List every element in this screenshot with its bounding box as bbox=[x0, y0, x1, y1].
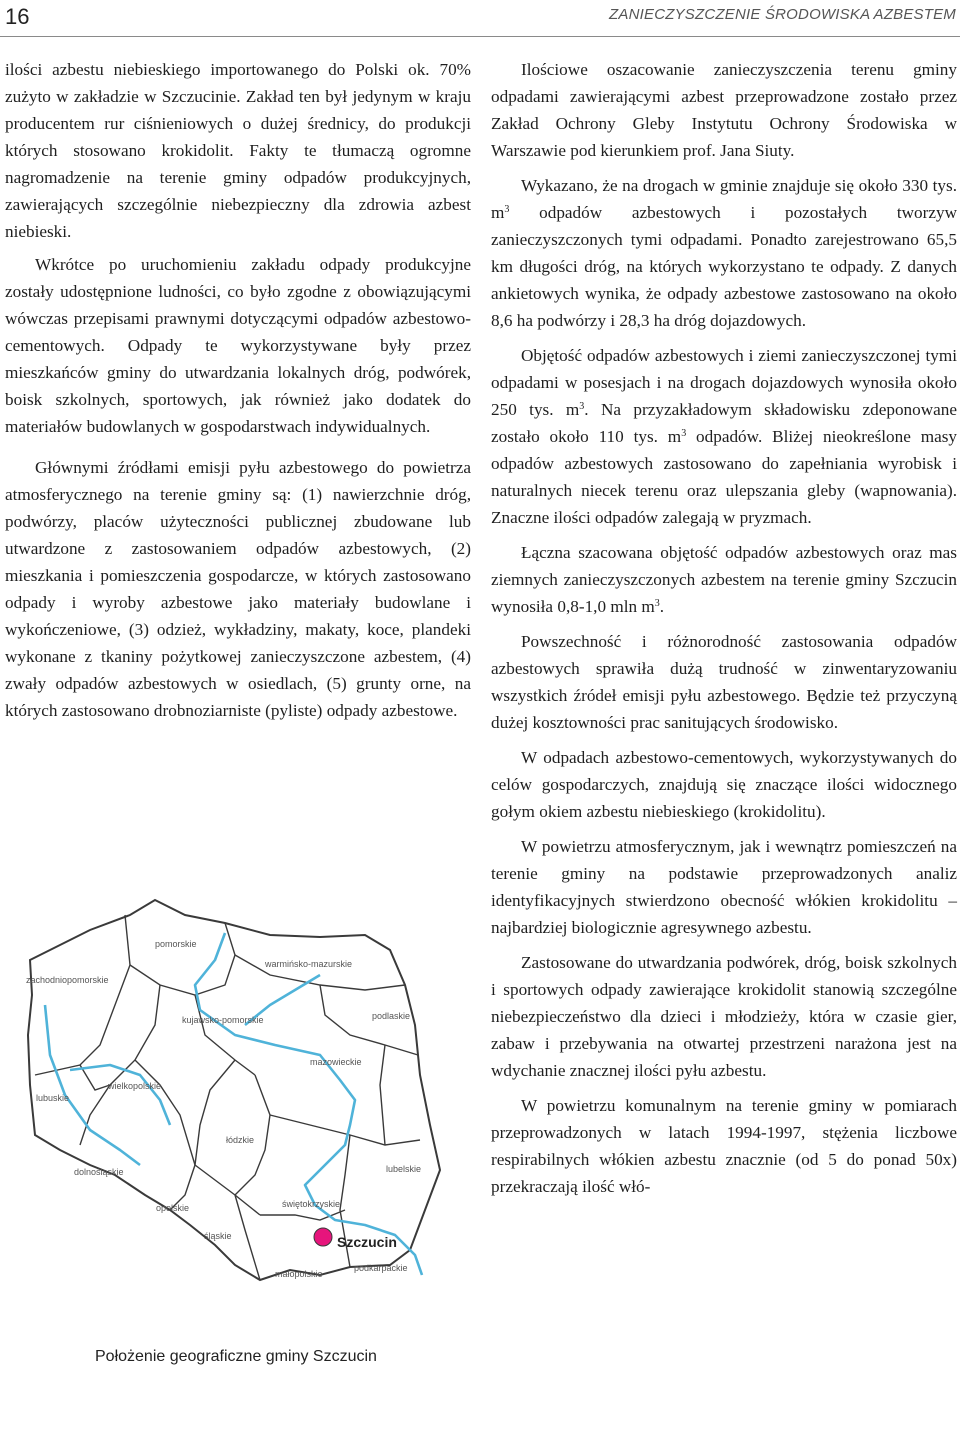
vistula-river bbox=[195, 933, 422, 1275]
label-zachodniopomorskie: zachodniopomorskie bbox=[26, 975, 109, 985]
right-paragraph-3 bbox=[491, 342, 957, 531]
label-swietokrzyskie: świętokrzyskie bbox=[282, 1199, 341, 1209]
poland-map-svg bbox=[20, 875, 450, 1345]
superscript: 3 bbox=[579, 401, 585, 412]
left-paragraph-1: ilości azbestu niebieskiego importowanego do Polski ok. 70% zużyto w zakładzie w Szczucinie. Zakład ten był jedynym w kraju producentem rur ciśnieniowych o dużej średnicy, do produkcji których stosowano krokidolit. Fakty te tłumaczą ogromne nagromadzenie na terenie gminy odpadów produkcyjnych, zawierających szczególnie niebezpieczny dla zdrowia azbest niebieski. bbox=[5, 60, 471, 241]
label-malopolskie: małopolskie bbox=[275, 1269, 323, 1279]
right-paragraph-9: W powietrzu komunalnym na terenie gminy w pomiarach przeprowadzonych w latach 1994-1997, stężenia liczbowe respirabilnych włókien azbestu znacznie (od 5 do ponad 50x) przekraczają ilość włó- bbox=[491, 1096, 957, 1196]
poland-map bbox=[20, 875, 450, 1305]
right-column bbox=[491, 56, 957, 1200]
label-mazowieckie: mazowieckie bbox=[310, 1057, 362, 1067]
map-caption: Położenie geograficzne gminy Szczucin bbox=[95, 1348, 377, 1365]
right-paragraph-1: Ilościowe oszacowanie zanieczyszczenia terenu gminy odpadami zawierającymi azbest przeprowadzone zostało przez Zakład Ochrony Gleby Instytutu Ochrony Środowiska w Warszawie pod kierunkiem prof. Jana Siuty. bbox=[491, 60, 957, 160]
label-podkarpackie: podkarpackie bbox=[354, 1263, 408, 1273]
label-lubelskie: lubelskie bbox=[386, 1164, 422, 1174]
left-column bbox=[5, 56, 471, 724]
right-paragraph-6: W odpadach azbestowo-cementowych, wykorzystywanych do celów gospodarczych, znajdują się znaczące ilości widocznego gołym okiem azbestu niebieskiego (krokidolitu). bbox=[491, 748, 957, 821]
superscript: 3 bbox=[681, 428, 687, 439]
right-paragraph-5: Powszechność i różnorodność zastosowania odpadów azbestowych sprawiła dużą trudność w zinwentaryzowaniu wszystkich źródeł emisji pyłu azbestowego. Będzie też przyczyną dużej kosztowności prac sanitujących środowisko. bbox=[491, 632, 957, 732]
label-dolnoslaskie: dolnośląskie bbox=[74, 1167, 124, 1177]
page-number: 16 bbox=[5, 4, 30, 29]
right-paragraph-4-text-b: . bbox=[659, 597, 665, 616]
label-opolskie: opolskie bbox=[156, 1203, 190, 1213]
label-podlaskie: podlaskie bbox=[372, 1011, 411, 1021]
label-kujawsko-pomorskie: kujawsko-pomorskie bbox=[182, 1015, 264, 1025]
szczucin-marker bbox=[314, 1228, 332, 1246]
label-wielkopolskie: wielkopolskie bbox=[108, 1081, 162, 1091]
right-paragraph-2-text-b: odpadów azbestowych i pozostałych tworzyw zanieczyszczonych tymi odpadami. Ponadto zarejestrowano 65,5 km długości dróg, na których wykorzystano te odpady. Z danych ankietowych wynika, że odpady azbestowe zastosowano na około 8,6 ha podwórzy i 28,3 ha dróg dojazdowych. bbox=[491, 203, 957, 330]
city-label-szczucin: Szczucin bbox=[337, 1234, 397, 1250]
right-paragraph-3-text-a: Objętość odpadów azbestowych i ziemi zanieczyszczonej tymi odpadami w posesjach i na drogach dojazdowych wynosiła około 250 tys. m bbox=[491, 346, 957, 419]
right-paragraph-3-text-c: odpadów. Bliżej nieokreślone masy odpadów azbestowych zastosowano do zapełniania wyrobisk i naturalnych niecek terenu oraz ulepszania gleby (wapnowania). Znaczne ilości odpadów zalegają w pryzmach. bbox=[491, 427, 957, 527]
right-paragraph-2-text-a: Wykazano, że na drogach w gminie znajduje się około 330 tys. m bbox=[491, 176, 957, 222]
label-slaskie: śląskie bbox=[204, 1231, 232, 1241]
right-paragraph-4 bbox=[491, 539, 957, 620]
label-warminsko-mazurskie: warmińsko-mazurskie bbox=[265, 959, 353, 969]
running-title: ZANIECZYSZCZENIE ŚRODOWISKA AZBESTEM bbox=[609, 6, 956, 23]
label-lubuskie: lubuskie bbox=[36, 1093, 70, 1103]
right-paragraph-4-text-a: Łączna szacowana objętość odpadów azbestowych oraz mas ziemnych zanieczyszczonych azbestem na terenie gminy Szczucin wynosiła 0,8-1,0 mln m bbox=[491, 543, 957, 616]
left-paragraph-2: Wkrótce po uruchomieniu zakładu odpady produkcyjne zostały udostępnione ludności, co było zgodne z obowiązującymi wówczas przepisami prawnymi dotyczącymi odpadów azbestowo-cementowych. Odpady te wykorzystywane były przez mieszkańców gminy do utwardzania lokalnych dróg, podwórek, boisk szkolnych, sportowych, jak również jako dodatek do materiałów budowlanych w gospodarstwach indywidualnych. bbox=[5, 255, 471, 436]
page-header bbox=[0, 0, 960, 37]
right-paragraph-7: W powietrzu atmosferycznym, jak i wewnątrz pomieszczeń na terenie gminy na podstawie przeprowadzonych analiz identyfikacyjnych stwierdzono obecność włókien krokidolitu – najbardziej biologicznie agresywnego azbestu. bbox=[491, 837, 957, 937]
superscript: 3 bbox=[654, 598, 660, 609]
label-pomorskie: pomorskie bbox=[155, 939, 197, 949]
right-paragraph-8: Zastosowane do utwardzania podwórek, dróg, boisk szkolnych i sportowych odpady zawierające krokidolit stanowią szczególne niebezpieczeństwo dla dzieci i młodzieży, która w czasie gier, zabaw i przebywania na otwartej przestrzeni narażona jest na wdychanie znacznej ilości pyłu azbestu. bbox=[491, 953, 957, 1080]
left-paragraph-3: Głównymi źródłami emisji pyłu azbestowego do powietrza atmosferycznego na terenie gminy są: (1) nawierzchnie dróg, podwórzy, placów użyteczności publicznej zbudowane lub utwardzone z zastosowaniem odpadów azbestowych, (2) mieszkania i pomieszczenia gospodarcze, w których zastosowano odpady i wyroby azbestowe jako materiały budowlane i wykończeniowe, (3) odzież, wykładziny, makaty, koce, plandeki wykonane z tkaniny pożytkowej zanieczyszczone azbestem, (4) zwały odpadów azbestowych w osiedlach, (5) grunty orne, na których zastosowano drobnoziarniste (pyliste) odpady azbestowe. bbox=[5, 458, 471, 720]
superscript: 3 bbox=[504, 204, 510, 215]
right-paragraph-2 bbox=[491, 172, 957, 334]
label-lodzkie: łódzkie bbox=[226, 1135, 255, 1145]
right-paragraph-3-text-b: . Na przyzakładowym składowisku zdeponowane zostało około 110 tys. m bbox=[491, 400, 957, 446]
